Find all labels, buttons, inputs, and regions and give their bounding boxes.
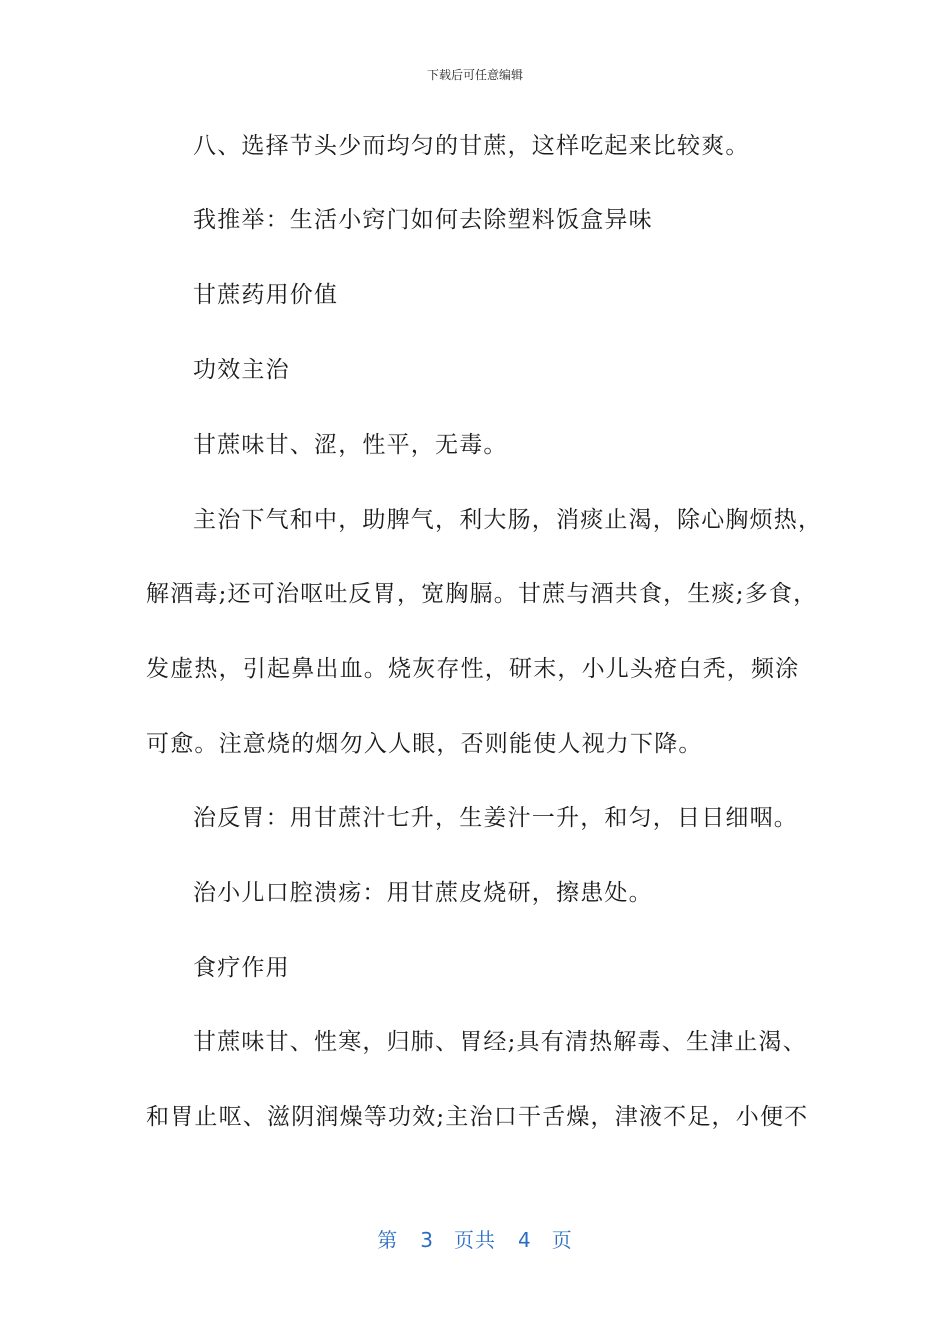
paragraph-line: 八、选择节头少而均匀的甘蔗，这样吃起来比较爽。 — [193, 133, 750, 159]
paragraph-line: 甘蔗味甘、涩，性平，无毒。 — [193, 432, 508, 458]
section-heading: 食疗作用 — [193, 955, 290, 981]
total-pages-number: 4 — [518, 1228, 532, 1252]
page-header: 下载后可任意编辑 — [426, 68, 523, 82]
section-heading: 功效主治 — [193, 357, 290, 383]
paragraph-line: 和胃止呕、滋阴润燥等功效;主治口干舌燥，津液不足，小便不 — [146, 1104, 809, 1130]
paragraph-line: 发虚热，引起鼻出血。烧灰存性，研末，小儿头疮白秃，频涂 — [146, 656, 800, 682]
page-label-middle: 页共 — [454, 1228, 496, 1252]
section-heading: 甘蔗药用价值 — [193, 282, 339, 308]
paragraph-line: 主治下气和中，助脾气，利大肠，消痰止渴，除心胸烦热， — [193, 507, 823, 533]
paragraph-line: 治反胃：用甘蔗汁七升，生姜汁一升，和匀，日日细咽。 — [193, 805, 798, 831]
paragraph-line: 解酒毒;还可治呕吐反胃，宽胸膈。甘蔗与酒共食，生痰;多食， — [146, 581, 818, 607]
current-page-number: 3 — [420, 1228, 434, 1252]
paragraph-line: 甘蔗味甘、性寒，归肺、胃经;具有清热解毒、生津止渴、 — [193, 1029, 807, 1055]
page-label-prefix: 第 — [377, 1228, 399, 1252]
page-footer — [0, 1227, 950, 1253]
paragraph-line: 我推举：生活小窍门如何去除塑料饭盒异味 — [193, 207, 653, 233]
page-label-suffix: 页 — [551, 1228, 573, 1252]
paragraph-line: 治小儿口腔溃疡：用甘蔗皮烧研，擦患处。 — [193, 880, 653, 906]
paragraph-line: 可愈。注意烧的烟勿入人眼，否则能使人视力下降。 — [146, 731, 703, 757]
